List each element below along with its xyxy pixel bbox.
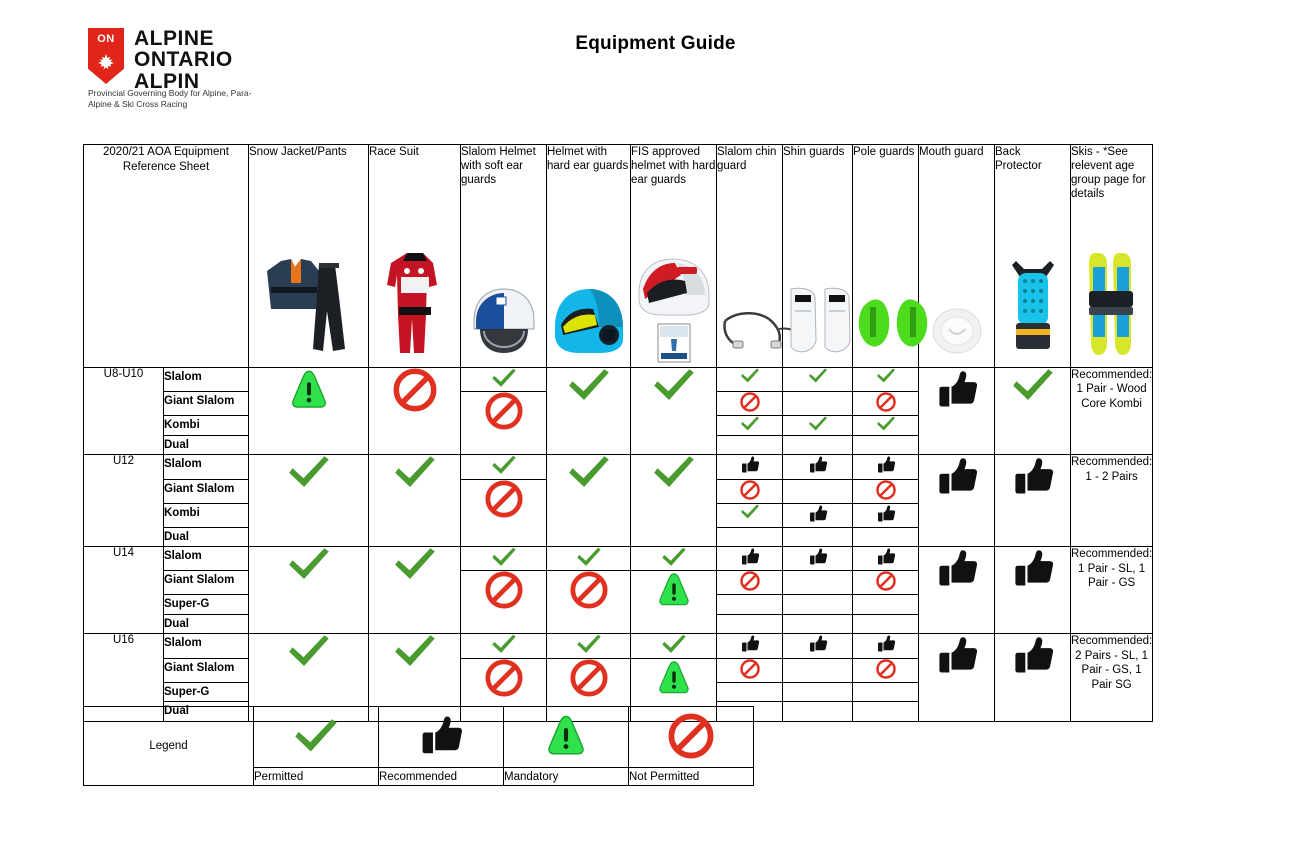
recommended-thumbsup-icon (1011, 547, 1055, 591)
mandatory-icon (655, 659, 693, 697)
cell-chin-guard-U14-0 (717, 547, 783, 571)
column-header-1 (369, 145, 461, 368)
cell-pole-guards-U16-3 (853, 702, 919, 722)
cell-race-suit-U8-U10 (369, 368, 461, 455)
discipline-cell: Kombi (164, 416, 249, 436)
cell-ski-note-U12: Recommended: 1 - 2 Pairs (1071, 455, 1153, 547)
maple-leaf-icon (96, 52, 116, 72)
cell-soft-helmet-U8-U10-rest (461, 392, 547, 455)
column-header-image (249, 249, 368, 363)
table-row (84, 455, 1153, 479)
cell-pole-guards-U8-U10-2 (853, 416, 919, 436)
cell-soft-helmet-U8-U10-0 (461, 368, 547, 392)
cell-pole-guards-U8-U10-3 (853, 435, 919, 455)
cell-shin-guards-U8-U10-3 (783, 435, 853, 455)
permitted-check-icon (652, 455, 696, 489)
column-header-image (995, 255, 1070, 363)
cell-soft-helmet-U14-0 (461, 547, 547, 571)
not-permitted-icon (570, 659, 608, 697)
legend-caption-recommended: Recommended (379, 768, 504, 786)
reference-sheet-label: 2020/21 AOA Equipment Reference Sheet (84, 145, 249, 368)
cell-back-protector-U8-U10 (995, 368, 1071, 455)
column-header-label: Pole guards (853, 146, 915, 158)
legend-icon-recommended (379, 707, 504, 768)
column-header-3 (547, 145, 631, 368)
cell-chin-guard-U14-1 (717, 571, 783, 595)
cell-fis-helmet-U8-U10 (631, 368, 717, 455)
cell-soft-helmet-U12-0 (461, 455, 547, 479)
legend-icon-permitted (254, 707, 379, 768)
not-permitted-icon (485, 392, 523, 430)
cell-mouth-guard-U14 (919, 547, 995, 634)
not-permitted-icon (485, 659, 523, 697)
legend-icon-not-permitted (629, 707, 754, 768)
permitted-check-icon (740, 504, 760, 520)
cell-pole-guards-U12-2 (853, 503, 919, 527)
not-permitted-icon (485, 571, 523, 609)
column-header-label: Mouth guard (919, 146, 984, 158)
permitted-check-icon (393, 547, 437, 581)
legend-caption-mandatory: Mandatory (504, 768, 629, 786)
cell-chin-guard-U8-U10-3 (717, 435, 783, 455)
cell-hard-helmet-U14-rest (547, 571, 631, 634)
cell-chin-guard-U8-U10-1 (717, 392, 783, 416)
permitted-check-icon (876, 416, 896, 432)
column-header-label: Slalom Helmet with soft ear guards (461, 146, 536, 187)
recommended-thumbsup-icon (1011, 455, 1055, 499)
discipline-cell: Kombi (164, 503, 249, 527)
column-header-image (1071, 247, 1152, 363)
mandatory-icon (543, 713, 589, 759)
not-permitted-icon (740, 392, 760, 412)
recommended-thumbsup-icon (876, 547, 896, 567)
recommended-thumbsup-icon (876, 504, 896, 524)
cell-pole-guards-U14-0 (853, 547, 919, 571)
column-header-label: Race Suit (369, 146, 419, 158)
logo-line-2: ONTARIO (134, 48, 233, 72)
permitted-check-icon (491, 547, 517, 567)
shin-guards-photo (783, 281, 859, 359)
equipment-reference-table (83, 144, 1153, 722)
not-permitted-icon (740, 659, 760, 679)
cell-hard-helmet-U12 (547, 455, 631, 547)
logo-tagline: Provincial Governing Body for Alpine, Para-Alpine & Ski Cross Racing (88, 88, 252, 110)
permitted-check-icon (287, 455, 331, 489)
cell-soft-helmet-U16-0 (461, 634, 547, 658)
cell-pole-guards-U16-1 (853, 658, 919, 682)
cell-shin-guards-U12-2 (783, 503, 853, 527)
column-header-image (631, 253, 716, 363)
not-permitted-icon (485, 480, 523, 518)
column-header-image (919, 303, 994, 363)
not-permitted-icon (876, 392, 896, 412)
cell-shin-guards-U14-0 (783, 547, 853, 571)
cell-hard-helmet-U16-0 (547, 634, 631, 658)
cell-back-protector-U14 (995, 547, 1071, 634)
logo-line-1: ALPINE (134, 27, 215, 50)
column-header-label: Back Protector (995, 146, 1042, 173)
age-group-U14: U14 (84, 547, 164, 634)
cell-chin-guard-U8-U10-0 (717, 368, 783, 392)
logo-line-3: ALPIN (134, 69, 200, 93)
page-title: Equipment Guide (575, 33, 736, 54)
cell-hard-helmet-U14-0 (547, 547, 631, 571)
discipline-cell: Giant Slalom (164, 479, 249, 503)
cell-shin-guards-U16-1 (783, 658, 853, 682)
column-header-6 (783, 145, 853, 368)
logo-badge-text: ON (97, 33, 115, 45)
mouth-guard-photo (927, 303, 987, 359)
column-header-label: Snow Jacket/Pants (249, 146, 347, 158)
cell-back-protector-U12 (995, 455, 1071, 547)
recommended-thumbsup-icon (1011, 634, 1055, 678)
recommended-thumbsup-icon (740, 547, 760, 567)
permitted-check-icon (661, 547, 687, 567)
mandatory-icon (287, 368, 331, 412)
cell-ski-note-U16: Recommended: 2 Pairs - SL, 1 Pair - GS, 1 Pair SG (1071, 634, 1153, 721)
column-header-image (547, 283, 630, 363)
recommended-thumbsup-icon (418, 713, 464, 759)
column-header-label: FIS approved helmet with hard ear guards (631, 146, 716, 187)
not-permitted-icon (740, 480, 760, 500)
recommended-thumbsup-icon (808, 504, 828, 524)
recommended-thumbsup-icon (935, 547, 979, 591)
cell-mouth-guard-U8-U10 (919, 368, 995, 455)
cell-fis-helmet-U14-rest (631, 571, 717, 634)
permitted-check-icon (393, 634, 437, 668)
permitted-check-icon (740, 368, 760, 384)
permitted-check-icon (576, 547, 602, 567)
cell-pole-guards-U16-0 (853, 634, 919, 658)
cell-chin-guard-U16-2 (717, 682, 783, 702)
age-group-U12: U12 (84, 455, 164, 547)
permitted-check-icon (808, 416, 828, 432)
discipline-cell: Slalom (164, 368, 249, 392)
cell-pole-guards-U14-1 (853, 571, 919, 595)
discipline-cell: Super-G (164, 682, 249, 702)
recommended-thumbsup-icon (935, 455, 979, 499)
cell-chin-guard-U16-1 (717, 658, 783, 682)
column-header-4 (631, 145, 717, 368)
cell-shin-guards-U8-U10-1 (783, 392, 853, 416)
cell-chin-guard-U14-2 (717, 595, 783, 615)
column-header-image (783, 281, 852, 363)
column-header-9 (995, 145, 1071, 368)
recommended-thumbsup-icon (808, 547, 828, 567)
recommended-thumbsup-icon (740, 634, 760, 654)
discipline-cell: Slalom (164, 634, 249, 658)
permitted-check-icon (393, 455, 437, 489)
cell-snow-jacket-U14 (249, 547, 369, 634)
recommended-thumbsup-icon (808, 455, 828, 475)
back-protector-photo (998, 255, 1068, 359)
discipline-cell: Super-G (164, 595, 249, 615)
permitted-check-icon (567, 455, 611, 489)
snow-jacket-pants-photo (261, 249, 357, 359)
page-header (0, 0, 1311, 130)
not-permitted-icon (876, 659, 896, 679)
cell-shin-guards-U16-3 (783, 702, 853, 722)
age-group-U8-U10: U8-U10 (84, 368, 164, 455)
legend-icon-mandatory (504, 707, 629, 768)
column-header-image (369, 247, 460, 363)
cell-chin-guard-U12-3 (717, 527, 783, 547)
cell-shin-guards-U12-0 (783, 455, 853, 479)
cell-chin-guard-U8-U10-2 (717, 416, 783, 436)
cell-fis-helmet-U16-0 (631, 634, 717, 658)
cell-back-protector-U16 (995, 634, 1071, 721)
discipline-cell: Dual (164, 527, 249, 547)
column-header-label: Helmet with hard ear guards (547, 146, 629, 173)
permitted-check-icon (491, 634, 517, 654)
cell-snow-jacket-U8-U10 (249, 368, 369, 455)
cell-snow-jacket-U12 (249, 455, 369, 547)
cell-shin-guards-U12-1 (783, 479, 853, 503)
table-header-row (84, 145, 1153, 368)
column-header-10 (1071, 145, 1153, 368)
cell-shin-guards-U14-2 (783, 595, 853, 615)
permitted-check-icon (287, 547, 331, 581)
column-header-image (461, 281, 546, 363)
cell-pole-guards-U16-2 (853, 682, 919, 702)
cell-shin-guards-U14-1 (783, 571, 853, 595)
cell-pole-guards-U14-3 (853, 614, 919, 634)
race-suit-photo (387, 247, 443, 359)
mandatory-icon (655, 571, 693, 609)
cell-fis-helmet-U14-0 (631, 547, 717, 571)
permitted-check-icon (491, 368, 517, 388)
cell-hard-helmet-U8-U10 (547, 368, 631, 455)
discipline-cell: Dual (164, 702, 249, 722)
permitted-check-icon (740, 416, 760, 432)
not-permitted-icon (876, 480, 896, 500)
soft-ear-helmet-photo (466, 281, 542, 359)
column-header-image (853, 285, 918, 363)
cell-ski-note-U14: Recommended: 1 Pair - SL, 1 Pair - GS (1071, 547, 1153, 634)
recommended-thumbsup-icon (808, 634, 828, 654)
permitted-check-icon (567, 368, 611, 402)
cell-pole-guards-U8-U10-1 (853, 392, 919, 416)
cell-chin-guard-U16-0 (717, 634, 783, 658)
age-group-U16: U16 (84, 634, 164, 721)
cell-shin-guards-U14-3 (783, 614, 853, 634)
legend-caption-permitted: Permitted (254, 768, 379, 786)
legend-title: Legend (84, 707, 254, 786)
permitted-check-icon (652, 368, 696, 402)
discipline-cell: Giant Slalom (164, 571, 249, 595)
skis-photo (1081, 247, 1143, 359)
cell-soft-helmet-U12-rest (461, 479, 547, 547)
not-permitted-icon (570, 571, 608, 609)
cell-shin-guards-U16-2 (783, 682, 853, 702)
column-header-label: Shin guards (783, 146, 845, 158)
cell-fis-helmet-U12 (631, 455, 717, 547)
not-permitted-icon (668, 713, 714, 759)
column-header-5 (717, 145, 783, 368)
cell-pole-guards-U12-1 (853, 479, 919, 503)
recommended-thumbsup-icon (876, 634, 896, 654)
cell-mouth-guard-U16 (919, 634, 995, 721)
cell-ski-note-U8-U10: Recommended: 1 Pair - Wood Core Kombi (1071, 368, 1153, 455)
not-permitted-icon (393, 368, 437, 412)
column-header-0 (249, 145, 369, 368)
table-row (84, 547, 1153, 571)
recommended-thumbsup-icon (740, 455, 760, 475)
cell-race-suit-U12 (369, 455, 461, 547)
cell-chin-guard-U14-3 (717, 614, 783, 634)
column-header-image (717, 307, 782, 363)
discipline-cell: Giant Slalom (164, 392, 249, 416)
legend-caption-not-permitted: Not Permitted (629, 768, 754, 786)
recommended-thumbsup-icon (876, 455, 896, 475)
discipline-cell: Dual (164, 435, 249, 455)
hard-ear-helmet-photo (549, 283, 629, 359)
cell-pole-guards-U8-U10-0 (853, 368, 919, 392)
discipline-cell: Giant Slalom (164, 658, 249, 682)
column-header-label: Skis - *See relevent age group page for details (1071, 146, 1146, 201)
not-permitted-icon (740, 571, 760, 591)
permitted-check-icon (293, 718, 339, 754)
legend-icon-row (84, 707, 754, 768)
permitted-check-icon (808, 368, 828, 384)
fis-helmet-photo (631, 308, 716, 363)
cell-mouth-guard-U12 (919, 455, 995, 547)
cell-shin-guards-U8-U10-0 (783, 368, 853, 392)
permitted-check-icon (661, 634, 687, 654)
table-row (84, 634, 1153, 658)
recommended-thumbsup-icon (935, 368, 979, 412)
permitted-check-icon (287, 634, 331, 668)
cell-soft-helmet-U14-rest (461, 571, 547, 634)
discipline-cell: Slalom (164, 455, 249, 479)
permitted-check-icon (1011, 368, 1055, 402)
discipline-cell: Slalom (164, 547, 249, 571)
cell-chin-guard-U12-0 (717, 455, 783, 479)
column-header-label: Slalom chin guard (717, 146, 777, 173)
legend-table (83, 706, 754, 786)
cell-pole-guards-U12-0 (853, 455, 919, 479)
not-permitted-icon (876, 571, 896, 591)
cell-shin-guards-U12-3 (783, 527, 853, 547)
permitted-check-icon (876, 368, 896, 384)
column-header-8 (919, 145, 995, 368)
recommended-thumbsup-icon (935, 634, 979, 678)
cell-pole-guards-U12-3 (853, 527, 919, 547)
column-header-7 (853, 145, 919, 368)
discipline-cell: Dual (164, 614, 249, 634)
table-row (84, 368, 1153, 392)
cell-shin-guards-U16-0 (783, 634, 853, 658)
cell-shin-guards-U8-U10-2 (783, 416, 853, 436)
permitted-check-icon (576, 634, 602, 654)
cell-pole-guards-U14-2 (853, 595, 919, 615)
column-header-2 (461, 145, 547, 368)
cell-race-suit-U14 (369, 547, 461, 634)
permitted-check-icon (491, 455, 517, 475)
cell-chin-guard-U12-1 (717, 479, 783, 503)
cell-chin-guard-U12-2 (717, 503, 783, 527)
